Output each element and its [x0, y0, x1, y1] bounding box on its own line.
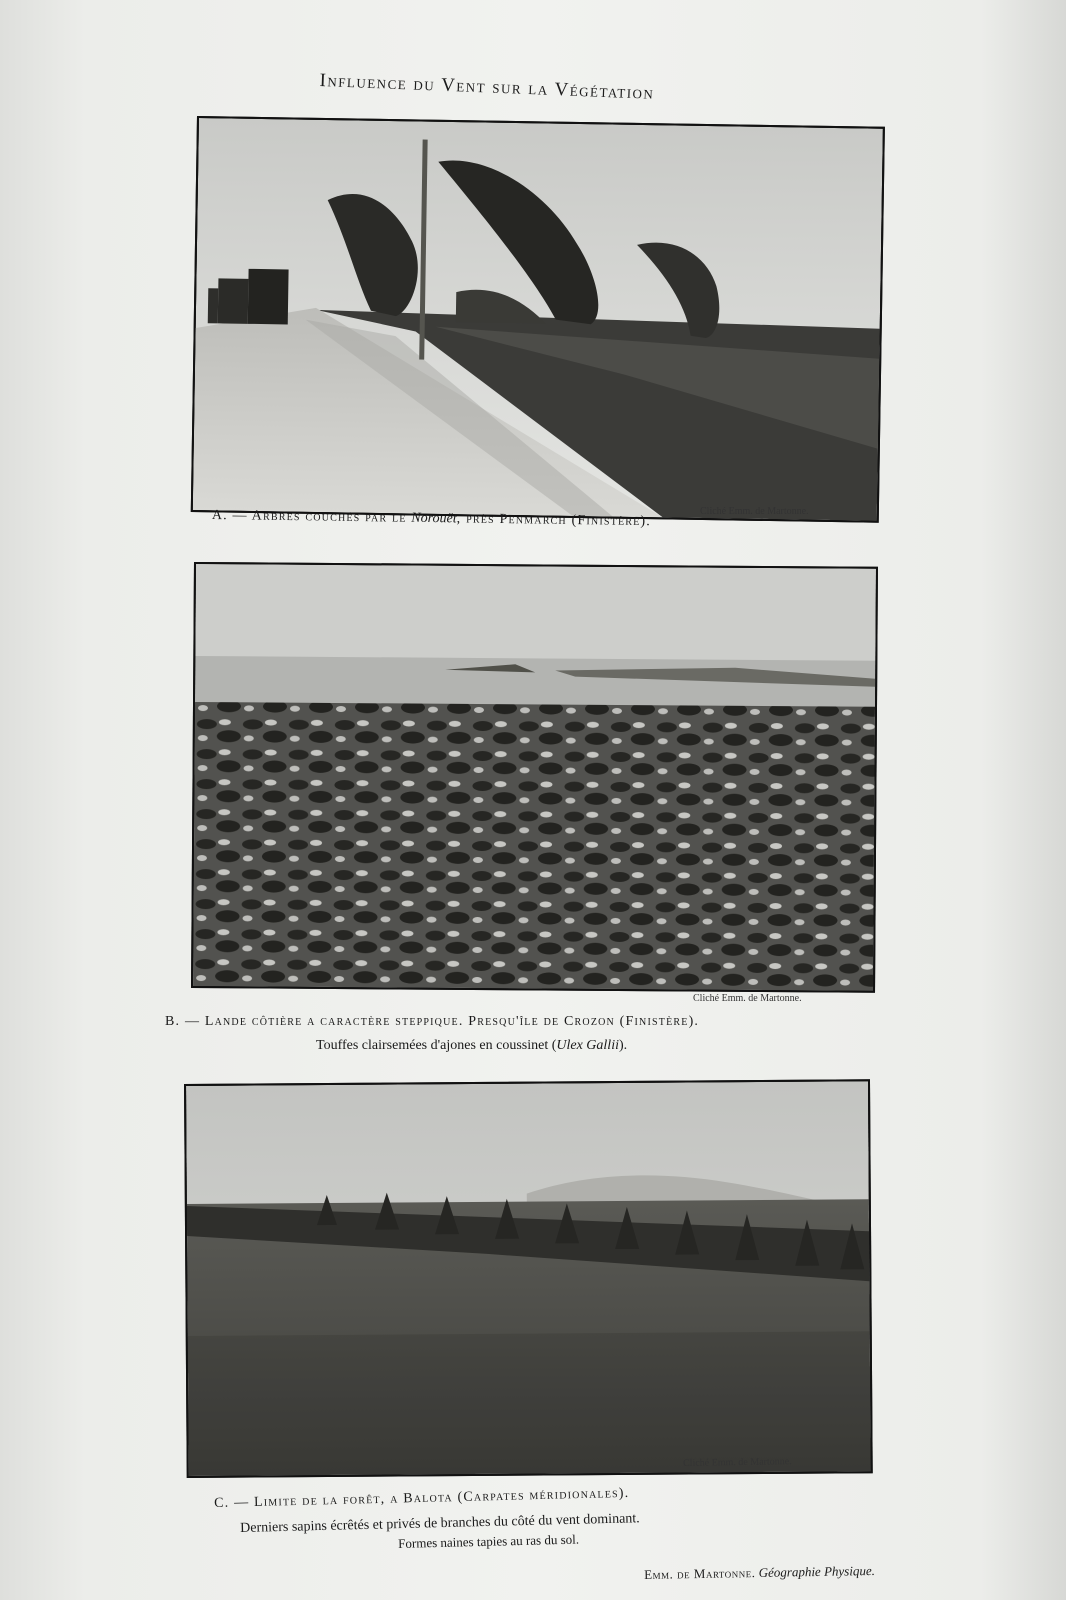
subcaption-b-suffix: ).: [618, 1038, 628, 1053]
plate-subcaption-c-1: Derniers sapins écrêtés et privés de branches du côté du vent dominant.: [240, 1511, 640, 1536]
plate-caption-c: C. — Limite de la forêt, a Balota (Carpates méridionales).: [214, 1485, 630, 1511]
photo-credit-a: Cliché Emm. de Martonne.: [700, 506, 809, 517]
subcaption-b-italic: Ulex Gallii: [556, 1038, 619, 1053]
photo-plate-c: [184, 1079, 873, 1478]
footer-book-title: Géographie Physique.: [758, 1562, 876, 1580]
caption-a-italic: Norouët: [411, 510, 457, 527]
photo-plate-a: [191, 116, 885, 523]
photo-credit-c: Cliché Emm. de Martonne.: [683, 1456, 792, 1469]
subcaption-b-prefix: Touffes clairsemées d'ajones en coussinet (: [316, 1038, 557, 1053]
caption-a-suffix: , près Penmarch (Finistère).: [456, 511, 652, 530]
plate-subcaption-c-2: Formes naines tapies au ras du sol.: [398, 1531, 580, 1551]
coastal-heath-photo: [193, 564, 876, 991]
footer-author: Emm. de Martonne.: [644, 1565, 756, 1582]
bent-trees-road-photo: [193, 118, 883, 521]
plate-caption-b: B. — Lande côtière a caractère steppique. Presqu'île de Crozon (Finistère).: [165, 1014, 700, 1029]
caption-a-prefix: A. — Arbres couchés par le: [211, 508, 412, 526]
photo-credit-b: Cliché Emm. de Martonne.: [693, 993, 802, 1004]
forest-limit-photo: [186, 1081, 871, 1476]
book-footer: [644, 1563, 875, 1583]
plate-subcaption-b: [316, 1038, 627, 1054]
photo-plate-b: [191, 562, 878, 993]
page-title: Influence du Vent sur la Végétation: [319, 70, 655, 104]
